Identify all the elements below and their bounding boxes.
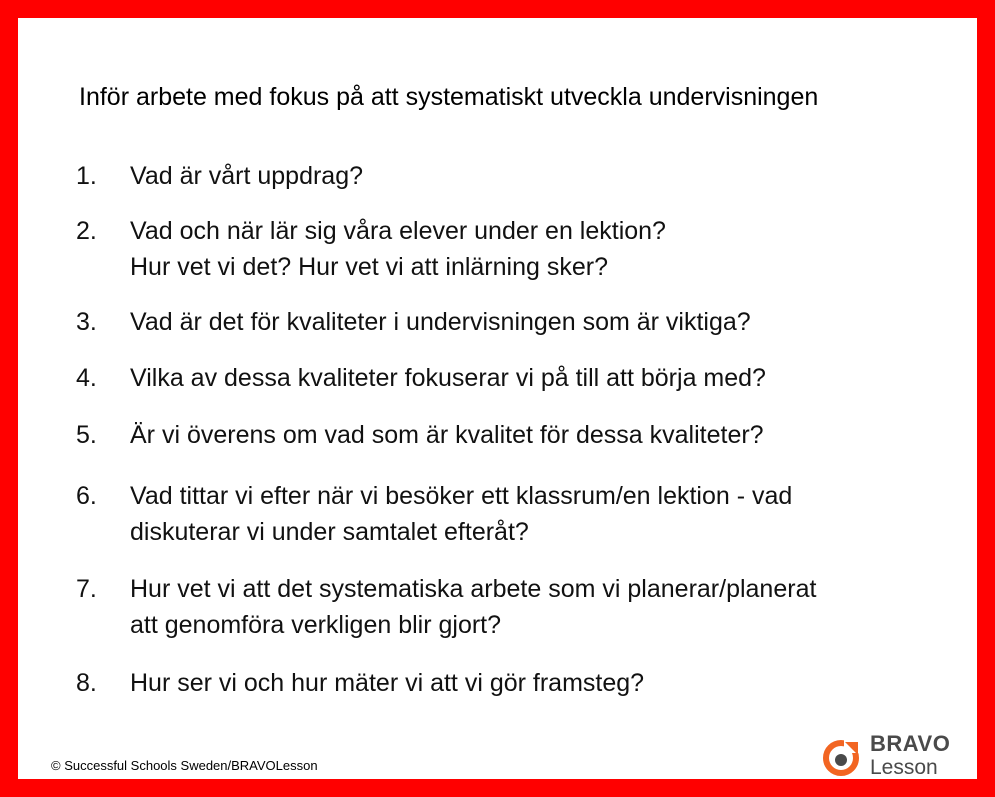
slide-title: Inför arbete med fokus på att systematiskt utveckla undervisningen [79,83,819,111]
item-number: 1. [76,162,97,190]
item-number: 7. [76,575,97,603]
item-text: Hur ser vi och hur mäter vi att vi gör framsteg? [130,669,645,697]
item-number: 5. [76,421,97,449]
bravo-lesson-logo [822,731,962,781]
item-text: Vad och när lär sig våra elever under en lektion? Hur vet vi det? Hur vet vi att inlärning sker? [130,217,666,281]
logo-text-lesson: Lesson [870,756,938,779]
copyright-footer: © Successful Schools Sweden/BRAVOLesson [51,758,318,773]
item-text: Vad tittar vi efter när vi besöker ett klassrum/en lektion - vad diskuterar vi under samtalet efteråt? [130,482,793,546]
item-number: 3. [76,308,97,336]
logo-text-bravo: BRAVO [870,731,951,756]
item-number: 8. [76,669,97,697]
item-number: 2. [76,217,97,245]
item-number: 6. [76,482,97,510]
item-text: Hur vet vi att det systematiska arbete som vi planerar/planerat att genomföra verkligen blir gjort? [130,575,817,639]
item-text: Vilka av dessa kvaliteter fokuserar vi på till att börja med? [130,364,766,392]
item-text: Vad är vårt uppdrag? [130,162,364,190]
item-text: Vad är det för kvaliteter i undervisningen som är viktiga? [130,308,751,336]
eye-logo-icon [822,739,860,777]
item-number: 4. [76,364,97,392]
item-text: Är vi överens om vad som är kvalitet för dessa kvaliteter? [130,421,764,449]
